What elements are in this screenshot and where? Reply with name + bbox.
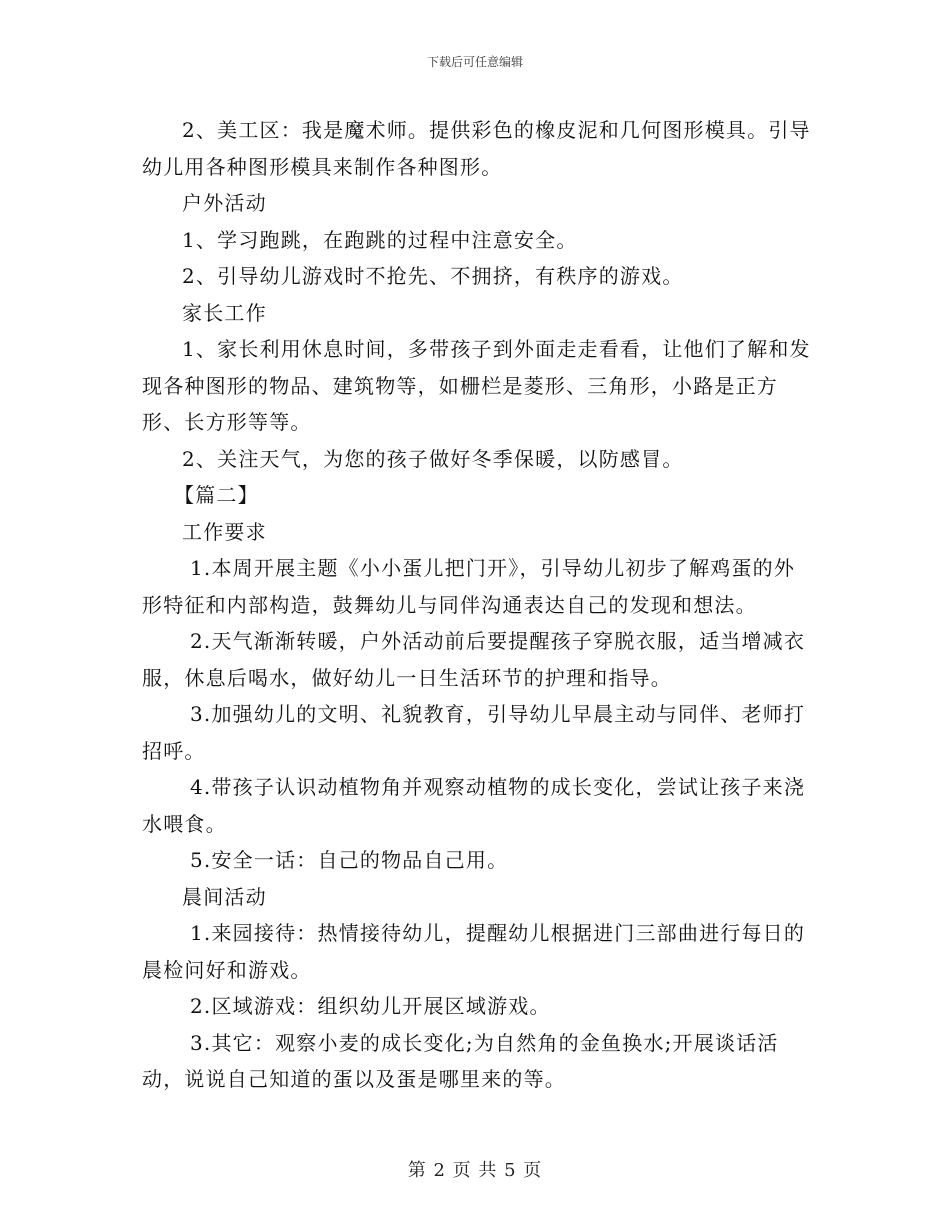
paragraph: 4.带孩子认识动植物角并观察动植物的成长变化，尝试让孩子来浇水喂食。 [142, 775, 806, 836]
paragraph: 2.区域游戏：组织幼儿开展区域游戏。 [190, 994, 551, 1018]
paragraph: 2、引导幼儿游戏时不抢先、不拥挤，有秩序的游戏。 [182, 264, 684, 288]
page-footer: 第 2 页 共 5 页 [407, 1160, 543, 1181]
paragraph: 1、学习跑跳，在跑跳的过程中注意安全。 [182, 227, 578, 252]
paragraph: 1、家长利用休息时间，多带孩子到外面走走看看，让他们了解和发现各种图形的物品、建筑物等，如栅栏是菱形、三角形，小路是正方形、长方形等等。 [142, 337, 811, 434]
paragraph: 3.其它：观察小麦的成长变化;为自然角的金鱼换水;开展谈话活动，说说自己知道的蛋以及蛋是哪里来的等。 [142, 1030, 779, 1091]
paragraph: 3.加强幼儿的文明、礼貌教育，引导幼儿早晨主动与同伴、老师打招呼。 [142, 702, 806, 763]
paragraph: 5.安全一话：自己的物品自己用。 [190, 848, 509, 872]
document-body [142, 112, 812, 1098]
paragraph: 2、美工区：我是魔术师。提供彩色的橡皮泥和几何图形模具。引导幼儿用各种图形模具来制作各种图形。 [142, 118, 811, 179]
part-heading: 【篇二】 [174, 483, 259, 507]
paragraph: 1.本周开展主题《小小蛋儿把门开》，引导幼儿初步了解鸡蛋的外形特征和内部构造，鼓舞幼儿与同伴沟通表达自己的发现和想法。 [142, 556, 796, 617]
section-heading: 晨间活动 [182, 884, 267, 909]
section-heading: 家长工作 [182, 300, 267, 325]
section-heading: 工作要求 [182, 519, 267, 544]
page-header: 下载后可任意编辑 [426, 55, 523, 69]
paragraph: 1.来园接待：热情接待幼儿，提醒幼儿根据进门三部曲进行每日的晨检问好和游戏。 [142, 921, 806, 982]
section-heading: 户外活动 [182, 191, 267, 215]
paragraph: 2.天气渐渐转暖，户外活动前后要提醒孩子穿脱衣服，适当增减衣服，休息后喝水，做好幼儿一日生活环节的护理和指导。 [142, 629, 806, 690]
paragraph: 2、关注天气，为您的孩子做好冬季保暖，以防感冒。 [182, 446, 684, 471]
